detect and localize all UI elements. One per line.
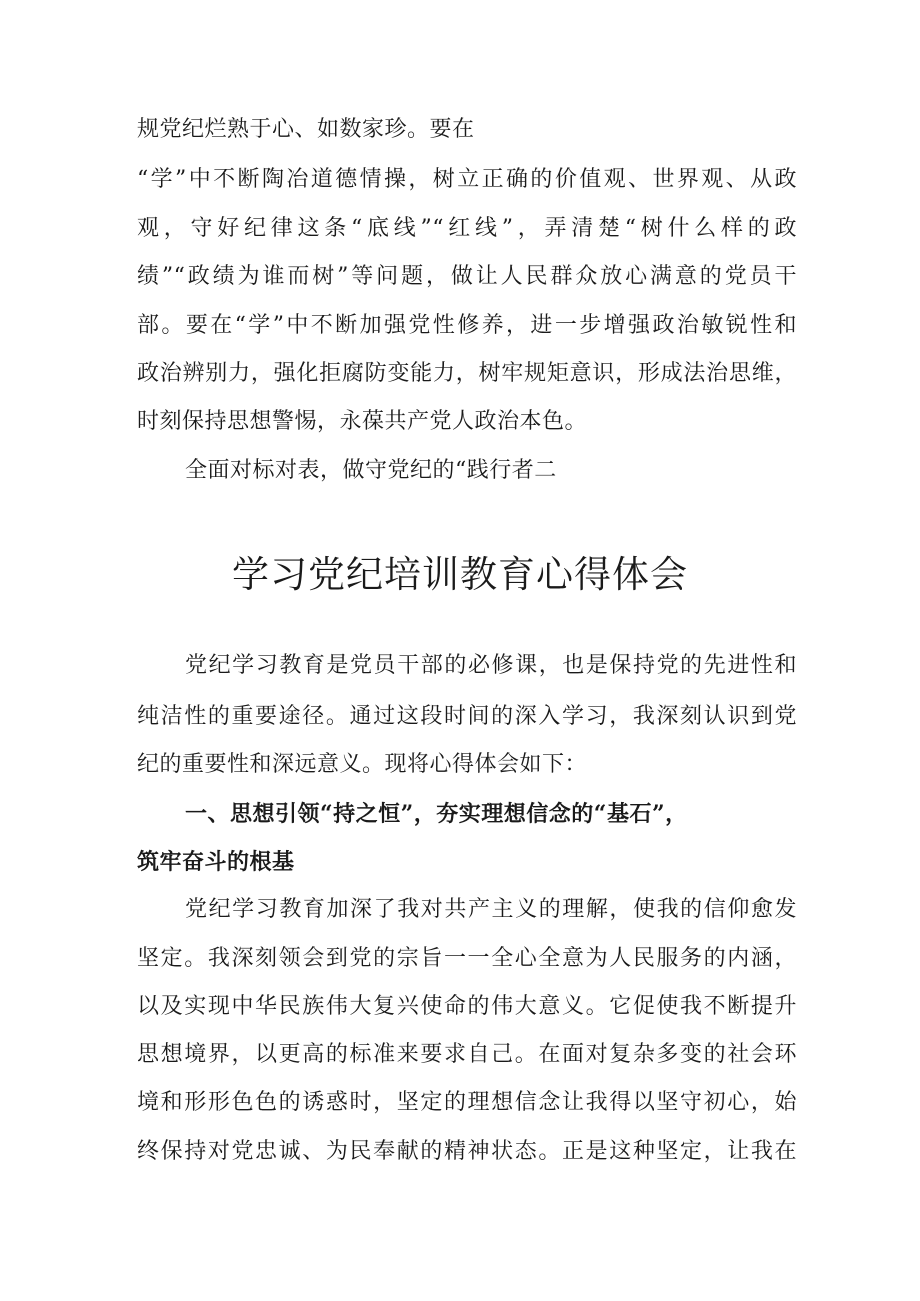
- text-line: 党纪学习教育是党员干部的必修课，也是保持党的先进性和: [185, 653, 797, 678]
- text-line: 终保持对党忠诚、为民奉献的精神状态。正是这种坚定，让我在: [137, 1139, 797, 1164]
- heading-line: 筑牢奋斗的根基: [137, 849, 295, 875]
- text-line: “学”中不断陶冶道德情操，树立正确的价值观、世界观、从政: [137, 167, 797, 192]
- text-line: 纪的重要性和深远意义。现将心得体会如下：: [137, 752, 588, 777]
- text-line: 党纪学习教育加深了我对共产主义的理解，使我的信仰愈发: [185, 897, 797, 922]
- heading-line: 一、思想引领“持之恒”，夯实理想信念的“基石”，: [185, 801, 688, 827]
- text-line: 思想境界，以更高的标准来要求自己。在面对复杂多变的社会环: [137, 1042, 797, 1067]
- text-line: 纯洁性的重要途径。通过这段时间的深入学习，我深刻认识到党: [137, 704, 797, 729]
- text-line: 以及实现中华民族伟大复兴使命的伟大意义。它促使我不断提升: [137, 994, 797, 1019]
- text-line: 坚定。我深刻领会到党的宗旨一一全心全意为人民服务的内涵，: [137, 946, 797, 971]
- document-title: 学习党纪培训教育心得体会: [232, 553, 688, 596]
- subheading: 全面对标对表，做守党纪的“践行者二: [185, 458, 557, 483]
- text-line: 规党纪烂熟于心、如数家珍。要在: [137, 117, 475, 142]
- text-line: 部。要在“学”中不断加强党性修养，进一步增强政治敏锐性和: [137, 313, 797, 338]
- text-line: 观，守好纪律这条“底线”“红线”，弄清楚“树什么样的政: [137, 216, 797, 241]
- text-line: 境和形形色色的诱惑时，坚定的理想信念让我得以坚守初心，始: [137, 1090, 797, 1115]
- text-line: 政治辨别力，强化拒腐防变能力，树牢规矩意识，形成法治思维，: [137, 361, 797, 386]
- text-line: 绩”“政绩为谁而树”等问题，做让人民群众放心满意的党员干: [137, 264, 797, 289]
- text-line: 时刻保持思想警惕，永葆共产党人政治本色。: [137, 409, 588, 434]
